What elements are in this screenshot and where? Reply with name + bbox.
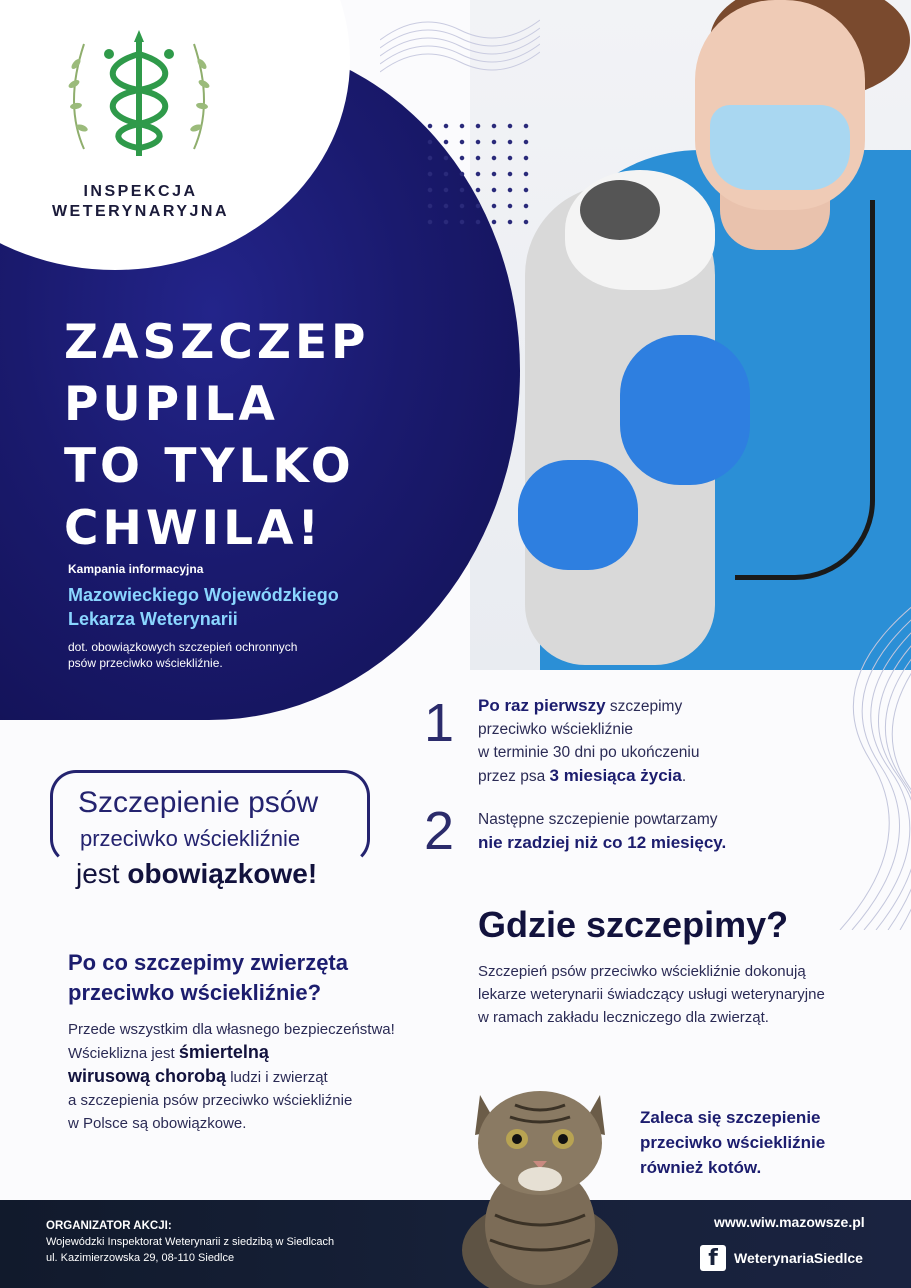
step-1-text <box>478 694 699 788</box>
mandatory-callout <box>50 770 378 900</box>
dot-grid-decoration <box>422 118 532 228</box>
facebook-handle: WeterynariaSiedlce <box>734 1250 863 1266</box>
callout-line: przeciwko wściekliźnie <box>80 826 301 851</box>
veterinary-inspection-emblem-icon <box>64 24 214 164</box>
facebook-icon: f <box>700 1245 726 1271</box>
step-1-line: przez psa <box>478 768 550 785</box>
blue-glove-hand <box>518 460 638 570</box>
facebook-link[interactable] <box>700 1245 863 1271</box>
step-number: 2 <box>424 801 455 861</box>
campaign-label: Kampania informacyjna <box>68 562 204 576</box>
why-line: Przede wszystkim dla własnego bezpieczeństwa! <box>68 1021 395 1038</box>
organizer-line: Mazowieckiego Wojewódzkiego <box>68 585 339 605</box>
cat-reco-line: Zaleca się szczepienie <box>640 1108 821 1127</box>
callout-line <box>76 858 317 890</box>
callout-line-pre: jest <box>76 858 128 889</box>
tabby-cat-icon <box>455 1075 625 1288</box>
where-line: Szczepień psów przeciwko wściekliźnie dokonują <box>478 963 806 980</box>
decorative-waves-icon <box>380 0 540 110</box>
step-1-emphasis: 3 miesiąca życia <box>549 766 682 785</box>
stethoscope <box>735 200 875 580</box>
campaign-note <box>68 639 428 671</box>
vet-face-mask <box>710 105 850 190</box>
note-line: dot. obowiązkowych szczepień ochronnych <box>68 640 298 654</box>
logo-title <box>0 182 281 222</box>
headline-line: ZASZCZEP <box>64 315 370 370</box>
step-1-lead-rest: szczepimy <box>605 698 683 715</box>
step-1-lead: Po raz pierwszy <box>478 696 606 715</box>
step-2-emphasis: nie rzadziej niż co 12 miesięcy. <box>478 833 727 852</box>
why-title <box>68 948 348 1008</box>
why-line: a szczepienia psów przeciwko wściekliźnie <box>68 1092 353 1109</box>
callout-emphasis: obowiązkowe! <box>127 858 318 889</box>
step-1-line: przeciwko wściekliźnie <box>478 721 634 738</box>
campaign-organizer <box>68 583 428 631</box>
headline-line: PUPILA <box>64 377 279 432</box>
headline <box>64 312 484 560</box>
organizer-line: Lekarza Weterynarii <box>68 609 238 629</box>
where-title: Gdzie szczepimy? <box>478 904 789 945</box>
why-emphasis: śmiertelną <box>178 1042 269 1062</box>
cat-reco-line: również kotów. <box>640 1158 762 1177</box>
headline-line: CHWILA! <box>64 501 323 556</box>
logo-title-line: INSPEKCJA <box>83 183 198 200</box>
why-line: Wścieklizna jest <box>68 1045 179 1062</box>
callout-line: Szczepienie psów <box>78 786 319 819</box>
step-1-line: w terminie 30 dni po ukończeniu <box>478 744 700 761</box>
cat-recommendation <box>640 1105 825 1180</box>
note-line: psów przeciwko wściekliźnie. <box>68 656 223 670</box>
organizer-label: ORGANIZATOR AKCJI: <box>46 1220 172 1232</box>
website-link[interactable]: www.wiw.mazowsze.pl <box>714 1214 865 1230</box>
where-line: w ramach zakładu leczniczego dla zwierząt. <box>478 1009 769 1026</box>
step-2-line: Następne szczepienie powtarzamy <box>478 811 718 828</box>
footer-organizer <box>46 1218 334 1266</box>
decorative-waves-icon <box>780 600 911 930</box>
why-title-line: Po co szczepimy zwierzęta <box>68 950 348 975</box>
where-line: lekarze weterynarii świadczący usługi weterynaryjne <box>478 986 825 1003</box>
where-text <box>478 960 825 1029</box>
cat-reco-line: przeciwko wściekliźnie <box>640 1133 826 1152</box>
organizer-name: Wojewódzki Inspektorat Weterynarii z siedzibą w Siedlcach <box>46 1236 335 1248</box>
headline-line: TO TYLKO <box>64 439 355 494</box>
step-1-period: . <box>681 768 687 785</box>
why-line: ludzi i zwierząt <box>226 1069 328 1086</box>
step-number: 1 <box>424 693 455 753</box>
why-title-line: przeciwko wściekliźnie? <box>68 980 322 1005</box>
organizer-address: ul. Kazimierzowska 29, 08-110 Siedlce <box>46 1252 235 1264</box>
why-emphasis: wirusową chorobą <box>68 1066 227 1086</box>
why-text <box>68 1018 395 1135</box>
why-line: w Polsce są obowiązkowe. <box>68 1115 247 1132</box>
puppy-marking <box>580 180 660 240</box>
logo-title-line: WETERYNARYJNA <box>51 203 230 220</box>
step-2-text <box>478 808 726 855</box>
blue-glove-hand <box>620 335 750 485</box>
